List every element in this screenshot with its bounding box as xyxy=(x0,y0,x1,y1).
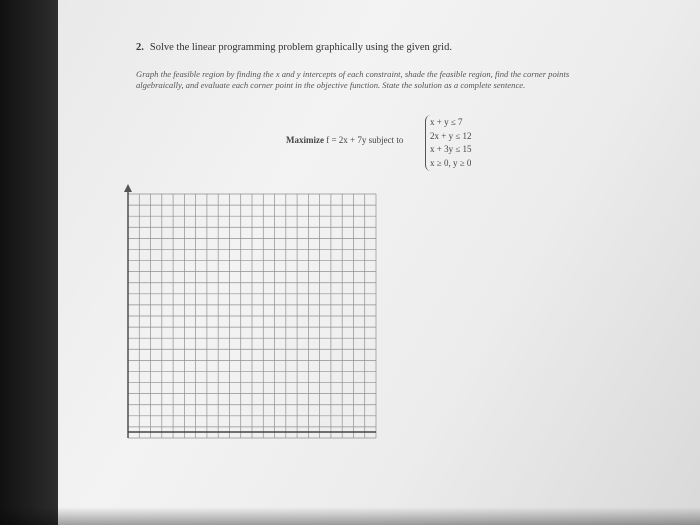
question-prompt: Solve the linear programming problem graphically using the given grid. xyxy=(149,42,452,53)
instructions-line-1: Graph the feasible region by finding the x and y intercepts of each constraint, shade the feasible region, find the corner points xyxy=(136,69,570,79)
graph-grid-svg xyxy=(120,192,380,442)
instructions xyxy=(136,69,641,91)
y-axis-arrow-icon xyxy=(124,184,132,192)
objective-expression: f = 2x + 7y subject to xyxy=(326,135,404,145)
constraint-1: x + y ≤ 7 xyxy=(430,117,463,127)
constraint-4: x ≥ 0, y ≥ 0 xyxy=(430,157,472,168)
constraint-system xyxy=(425,115,472,171)
question-number: 2. xyxy=(136,42,144,53)
instructions-line-2: algebraically, and evaluate each corner point in the objective function. State the solution as a complete sentence. xyxy=(136,80,526,90)
constraint-3: x + 3y ≤ 15 xyxy=(430,144,472,154)
constraint-2: 2x + y ≤ 12 xyxy=(430,130,472,141)
worksheet-page xyxy=(58,0,700,525)
graph-grid xyxy=(120,192,380,447)
objective-function xyxy=(286,135,403,145)
objective-prefix: Maximize xyxy=(286,135,324,145)
photo-shadow xyxy=(0,507,700,525)
question-line xyxy=(136,42,452,53)
